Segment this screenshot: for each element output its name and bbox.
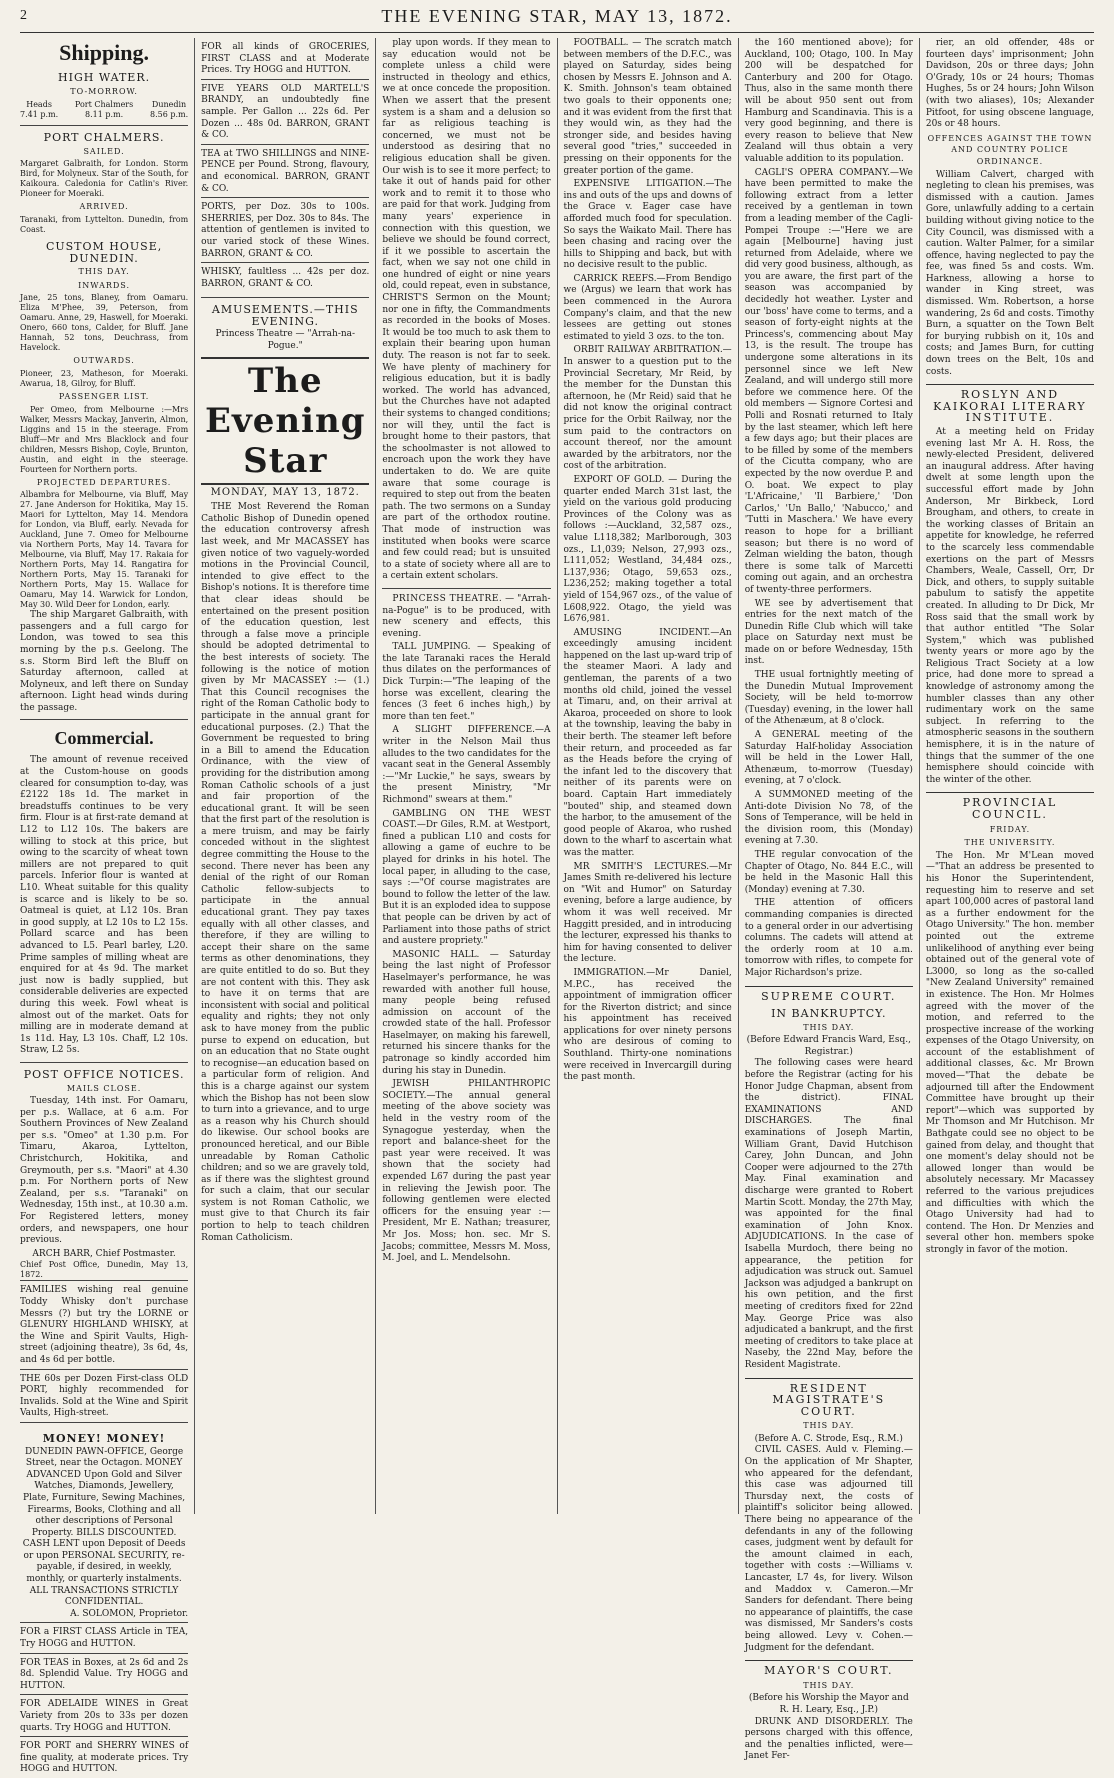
item-masonic-hall: MASONIC HALL. — Saturday being the last night of Professor Haselmayer's performance, he was rewarded with another full house, many people being refused admission on account of the crowded state of the hall. Professor Haselmayer, on making his farewell, returned his sincere thanks for the patronage so kindly accorded him during his stay in Dunedin. bbox=[382, 949, 551, 1076]
roslyn-text: At a meeting held on Friday evening last Mr A. H. Ross, the newly-elected President, delivered an inaugural address. After having dwelt at some length upon the successful effort made by John Anderson, Mr Birkbeck, Lord Brougham, and others, to create in the working classes of Britain an appetite for knowledge, he referred to the scarcely less commendable exertions on the part of Messrs Chambers, Weale, Cassell, Orr, Dr Dick, and others, to supply suitable pabulum to satisfy the appetite created. In alluding to Dr Dick, Mr Ross said that the small work by that author entitled "The Solar System," which was published twenty years or more ago by the Religious Tract Society at a low price, had done more to spread a knowledge of astronomy among the humbler classes than any other rudimentary work on the same subject. In referring to the atmospheric seasons in the southern hemisphere, it is in the nature of things that the summer of the one hemisphere should coincide with the winter of the other. bbox=[925, 427, 1095, 785]
ad-brandy: FIVE YEARS OLD MARTELL'S BRANDY, an undoubtedly fine sample. Per Gallon ... 22s 6d. Per Dozen ... 48s 0d. BARRON, GRANT & CO. bbox=[201, 79, 369, 144]
tide-heads: Heads 7.41 p.m. bbox=[20, 100, 59, 120]
column-3 bbox=[375, 38, 556, 1514]
item-orbit-railway: ORBIT RAILWAY ARBITRATION.—In answer to a question put to the Provincial Secretary, Mr Reid, by the member for the Dunstan this afternoon, he (Mr Reid) said that he did not know the original contract price for the Orbit Railway, nor the sum paid to the contractors on account thereof, nor the amount awarded by the arbitrators, nor the cost of the arbitration. bbox=[563, 345, 732, 472]
police-heading: OFFENCES AGAINST THE TOWN AND COUNTRY POLICE ORDINANCE. bbox=[927, 133, 1093, 166]
arrived-heading: ARRIVED. bbox=[79, 202, 129, 212]
mayors-court-sub: THIS DAY. bbox=[803, 1680, 855, 1690]
item-jewish-society: JEWISH PHILANTHROPIC SOCIETY.—The annual general meeting of the above society was held in the vestry room of the Synagogue yesterday, when the report and balance-sheet for the past year were received. It was shown that the society had expended L67 during the past year in relieving the Jewish poor. The following gentlemen were elected officers for the ensuing year :— President, Mr E. Nathan; treasurer, Mr Jos. Moss; hon. sec. Mr S. Jacobs; committee, Messrs M. Moss, M. Joel, and L. Mendelsohn. bbox=[382, 1079, 551, 1264]
ad-money bbox=[20, 1422, 188, 1623]
police-text: William Calvert, charged with negleting to clean his premises, was dismissed with a caution. James Gore, unlawfully adding to a certain building without giving notice to the City Council, was dismissed with a caution. Walter Palmer, for a similar offence, having neglected to pay the fee, was fined 5s and costs. Wm. Harkness, allowing a horse to wander in King street, was dismissed. Wm. Robertson, a horse wandering, 2s 6d and costs. Timothy Burn, a squatter on the Town Belt for burying rubbish on it, 10s and costs; and James Burn, for cutting down trees on the Belt, 10s and costs. bbox=[925, 169, 1095, 377]
money-text: DUNEDIN PAWN-OFFICE, George Street, near the Octagon. MONEY ADVANCED Upon Gold and Silver Watches, Diamonds, Jewellery, Plate, Furniture, Sewing Machines, Firearms, Books, Clothing and all other descriptions of Personal Property. BILLS DISCOUNTED. CASH LENT upon Deposit of Deeds or upon PERSONAL SECURITY, re-payable, if desired, in weekly, monthly, or quarterly instalments. ALL TRANSACTIONS STRICTLY CONFIDENTIAL. bbox=[22, 1446, 186, 1608]
ad-hogg-tea-boxes: FOR TEAS in Boxes, at 2s 6d and 2s 8d. Splendid Value. Try HOGG and HUTTON. bbox=[20, 1653, 188, 1695]
item-cagli-opera: CAGLI'S OPERA COMPANY.—We have been permitted to make the following extract from a letter received by a gentleman in town from a leading member of the Cagli-Pompei Troupe :—"Here we are again [Melbourne] having just returned from Adelaide, where we did very good business, although, as you are aware, the first part of the season was accompanied by decidedly hot weather. Lyster and our 'boss' have come to terms, and a season of forty-eight nights at the Princess's, commencing about May 13, is the result. The troupe has undergone some alterations in its personnel since we left New Zealand, and will undergo still more before we commence here. Of the old members — Signore Cortesi and Polli and Rosnati returned to Italy by the last steamer, which left here a few days ago; but their places are to be filled by some of the members of the Cicutta company, who are expected by the now overdue P. and O. boat. We expect to play 'L'Africaine,' 'Il Barbiere,' 'Don Carlos,' 'Un Ballo,' 'Nabucco,' and 'Tutti in Maschera.' We have every reason to hope for a brilliant season; but there is no word of Zelman wielding the baton, though there is some talk of Marcetti coming out again, and an orchestra of twenty-three performers. bbox=[744, 167, 913, 595]
item-rifle-club: WE see by advertisement that entries for the next match of the Dunedin Rifle Club which will take place on Saturday next must be made on or before Wednesday, 15th inst. bbox=[744, 598, 913, 667]
rm-court-heading: RESIDENT MAGISTRATE'S COURT. bbox=[745, 1378, 913, 1418]
item-princess-theatre: PRINCESS THEATRE. — "Arrah-na-Pogue" is to be produced, with new scenery and effects, this evening. bbox=[382, 593, 551, 639]
money-sign: A. SOLOMON, Proprietor. bbox=[70, 1608, 189, 1619]
mayors-court-judge: (Before his Worship the Mayor and R. H. Leary, Esq., J.P.) bbox=[748, 1693, 909, 1715]
arrived-list: Taranaki, from Lyttelton. Dunedin, from Coast. bbox=[20, 214, 189, 234]
ad-tea-shillings: TEA at TWO SHILLINGS and NINE-PENCE per Pound. Strong, flavoury, and economical. BARRON, GRANT & CO. bbox=[201, 144, 369, 197]
tide-table bbox=[20, 100, 188, 120]
page-number: 2 bbox=[20, 8, 27, 23]
item-chapter: THE regular convocation of the Chapter of Otago, No. 844 E.C., will be held in the Masonic Hall this (Monday) evening at 7.30. bbox=[744, 849, 913, 895]
port-chalmers-heading: PORT CHALMERS. bbox=[43, 131, 165, 145]
rm-court-sub: THIS DAY. bbox=[803, 1421, 855, 1431]
item-export-gold: EXPORT OF GOLD. — During the quarter ended March 31st last, the yield on the various gold producing Provinces of the Colony was as follows :—Auckland, 32,587 ozs., value L118,382; Marlborough, 303 ozs., L1,039; Nelson, 27,993 ozs., L111,052; Westland, 34,484 ozs., L137,936; Otago, 59,653 ozs., L236,252; making together a total yield of 154,967 ozs., of the value of L608,922. Otago, the yield was L676,981. bbox=[563, 474, 732, 625]
ad-old-port: THE 60s per Dozen First-class OLD PORT, highly recommended for Invalids. Sold at the Wine and Spirit Vaults, High-street. bbox=[20, 1369, 188, 1422]
passenger-list: Per Omeo, from Melbourne :—Mrs Walker, Messrs Mackay, Janverin, Almon, Liggins and 15 in the steerage. From Bluff—Mr and Mrs Blacklock and four children, Messrs Bishop, Coyle, Brunton, Austin, and eight in the steerage. Fourteen for Northern ports. bbox=[20, 404, 189, 474]
ad-whisky: WHISKY, faultless ... 42s per doz. BARRON, GRANT & CO. bbox=[201, 262, 369, 292]
council-text: The Hon. Mr M'Lean moved—"That an address be presented to his Honor the Superintendent, requesting him to reserve and set apart 100,000 acres of pastoral land as a further endowment for the Otago University." The hon. member pointed out the extreme unlikelihood of anything ever being obtained out of the general vote of L3000, so long as the so-called "New Zealand University" remained in existence. The Hon. Mr Holmes agreed with the mover of the motion, and referred to the prospective increase of the working expenses of the Otago University, on account of the establishment of additional classes, &c. Mr Brown moved—"That the debate be adjourned till after the Endowment Committee have brought up their report"—which was supported by Mr Thomson and Mr Hutchison. Mr Bathgate could see no object to be gained from delay, and thought that one moment's delay should not be allowed longer than would be absolutely necessary. Mr Macassey referred to the various prejudices and difficulties with which the Otago University had had to contend. The Hon. Dr Menzies and several other hon. members spoke strongly in favor of the motion. bbox=[925, 850, 1095, 1255]
ship-note: The ship Margaret Galbraith, with passengers and a full cargo for London, was towed to sea this morning by the p.s. Geelong. The s.s. Storm Bird left the Bluff on Saturday afternoon, called at Molyneux, and left there on Sunday afternoon. Light head winds during the passage. bbox=[20, 610, 189, 713]
customs-sub: THIS DAY. bbox=[78, 267, 130, 277]
masthead bbox=[20, 6, 1094, 33]
bankruptcy-heading: IN BANKRUPTCY. bbox=[771, 1007, 887, 1021]
amusements-text: Princess Theatre — "Arrah-na-Pogue." bbox=[215, 329, 356, 352]
commercial-heading: Commercial. bbox=[54, 728, 154, 749]
column-1 bbox=[14, 38, 194, 1775]
item-litigation: EXPENSIVE LITIGATION.—The ins and outs of the ups and downs of the Grace v. Eager case have afforded much food for speculation. So says the Waikato Mail. There has been chasing and racing over the hills to Shipping and back, but with no decisive result to the public. bbox=[563, 179, 732, 271]
drunk-continued: rier, an old offender, 48s or fourteen days' imprisonment; John Davidson, 20s or three days; John O'Grady, 10s or 24 hours; Thomas Hughes, 5s or 24 hours; John Wilson (with two aliases), 10s; Alexander Pitfoot, for using obscene language, 20s or 48 hours. bbox=[925, 38, 1095, 130]
inwards-heading: INWARDS. bbox=[78, 280, 131, 290]
amusements-heading: AMUSEMENTS.—THIS EVENING. bbox=[211, 303, 359, 328]
university-heading: THE UNIVERSITY. bbox=[964, 838, 1056, 848]
shipping-heading: Shipping. bbox=[59, 40, 150, 65]
columns bbox=[14, 38, 1100, 1775]
item-mutual-improvement: THE usual fortnightly meeting of the Dunedin Mutual Improvement Society, will be held to-morrow (Tuesday) evening, in the lower hall of the Athenæum, at 8 o'clock. bbox=[744, 670, 913, 727]
rm-court-judge: (Before A. C. Strode, Esq., R.M.) bbox=[754, 1433, 903, 1444]
dateline: MONDAY, MAY 13, 1872. bbox=[210, 486, 360, 498]
item-half-holiday: A GENERAL meeting of the Saturday Half-holiday Association will be held in the Lower Hall, Athenæum, to-morrow (Tuesday) evening, at 7 o'clock. bbox=[744, 730, 913, 787]
item-amusing-incident: AMUSING INCIDENT.—An exceedingly amusing incident happened on the last up-ward trip of the steamer Maori. A lady and gentleman, the parents of a two months old child, joined the vessel at Timaru, and, on their arrival at Akaroa, proceeded on shore to look at the township, leaving the baby in their berth. The steamer left before their return, and proceeded as far as the Heads before the crying of the infant led to the discovery that neither of its parents were on board. Captain Hart immediately "bouted" ship, and steamed down the harbor, to the amusement of the good people of Akaroa, who rushed down to the wharf to ascertain what was the matter. bbox=[563, 627, 732, 858]
ad-ports-sherries: PORTS, per Doz. 30s to 100s. SHERRIES, per Doz. 30s to 84s. The attention of gentlemen is invited to our varied stock of these Wines. BARRON, GRANT & CO. bbox=[201, 197, 369, 262]
post-office-date: Chief Post Office, Dunedin, May 13, 1872. bbox=[20, 1260, 189, 1280]
projected-heading: PROJECTED DEPARTURES. bbox=[36, 477, 172, 487]
column-6 bbox=[919, 38, 1100, 1514]
passenger-heading: PASSENGER LIST. bbox=[58, 391, 150, 401]
roslyn-heading: ROSLYN AND KAIKORAI LITERARY INSTITUTE. bbox=[926, 384, 1094, 424]
column-5 bbox=[738, 38, 919, 1762]
ad-hogg-adelaide: FOR ADELAIDE WINES in Great Variety from 20s to 33s per dozen quarts. Try HOGG and HUTTON. bbox=[20, 1694, 188, 1736]
council-heading: PROVINCIAL COUNCIL. bbox=[926, 792, 1094, 820]
ad-hogg-tea: FOR a FIRST CLASS Article in TEA, Try HOGG and HUTTON. bbox=[20, 1622, 188, 1652]
item-tall-jumping: TALL JUMPING. — Speaking of the late Taranaki races the Herald thus dilates on the performances of Dick Turpin:—"The leaping of the horse was excellent, clearing the fences (3 feet 6 inches high,) by more than ten feet." bbox=[382, 642, 551, 722]
mayors-court-heading: MAYOR'S COURT. bbox=[745, 1660, 913, 1677]
item-volunteers: THE attention of officers commanding companies is directed to a general order in our advertising columns. The cadets will attend at the orderly room at 10 a.m. tomorrow with rifles, to compete for Major Richardson's prize. bbox=[744, 898, 913, 978]
tide-dunedin: Dunedin 8.56 p.m. bbox=[150, 100, 189, 120]
bankruptcy-text: The following cases were heard before the Registrar (acting for his Honor Judge Chapman, absent from the district). FINAL EXAMINATIONS AND DISCHARGES. The final examinations of Joseph Martin, William Grant, David Hutchison Carey, John Duncan, and John Cooper were adjourned to the 27th May. Final examination and discharge were granted to Robert Martin Scott. Monday, the 27th May, was appointed for the final examination of John Knox. ADJUDICATIONS. In the case of Isabella Murdoch, there being no appearance, the petition for adjudication was struck out. Samuel Jackson was adjudged a bankrupt on his own petition, and the first meeting of creditors fixed for 22nd May. George Price was also adjudicated a bankrupt, and the first meeting of creditors to take place at Naseby, the 22nd May, before the Resident Magistrate. bbox=[744, 1058, 913, 1370]
column-2 bbox=[194, 38, 375, 1514]
item-gambling: GAMBLING ON THE WEST COAST.—Dr Giles, R.M. at Westport, fined a publican L10 and costs for allowing a game of euchre to be played for drinks in his hotel. The local paper, in alluding to the case, says :—"Of course magistrates are bound to follow the letter of the law. But it is an exploded idea to suppose that people can be driven by act of Parliament into those paths of strict and austere propriety." bbox=[382, 808, 551, 947]
post-office-sub: MAILS CLOSE. bbox=[66, 1083, 142, 1093]
post-office-text: Tuesday, 14th inst. For Oamaru, per p.s. Wallace, at 6 a.m. For Southern Provinces of New Zealand per s.s. "Omeo" at 1.30 p.m. For Timaru, Akaroa, Lyttelton, Christchurch, Hokitika, and Greymouth, per s.s. "Maori" at 4.30 p.m. For Northern ports of New Zealand, per s.s. "Taranaki" on Wednesday, 15th inst., at 10.30 a.m. For Registered letters, money orders, and newspapers, one hour previous. bbox=[20, 1096, 189, 1246]
supreme-court-heading: SUPREME COURT. bbox=[745, 986, 913, 1003]
item-football: FOOTBALL. — The scratch match between members of the D.F.C., was played on Saturday, sides being chosen by Messrs E. Johnson and A. K. Smith. Johnson's team obtained two goals to their opponents one; and it was evident from the first that they would win, as they had the stronger side, and besides having several good "tries," succeeded in pressing on their opponents for the greater portion of the game. bbox=[563, 38, 732, 176]
ad-hogg-port-sherry: FOR PORT and SHERRY WINES of fine quality, at moderate prices. Try HOGG and HUTTON. bbox=[20, 1736, 188, 1778]
item-carrick-reefs: CARRICK REEFS.—From Bendigo we (Argus) we learn that work has been commenced in the Aurora Company's claim, and that the new lessees are getting out stones estimated to yield 3 ozs. to the ton. bbox=[563, 273, 732, 342]
masthead-title: THE EVENING STAR, MAY 13, 1872. bbox=[381, 6, 733, 26]
rm-court-text: CIVIL CASES. Auld v. Fleming.—On the application of Mr Shapter, who appeared for the defendant, this case was adjourned till Thursday next, the costs of plaintiff's solicitor being allowed. There being no appearance of the defendants in any of the following cases, judgment went by default for the amount claimed in each, together with costs :—Williams v. Lancaster, L7 4s, for livery. Wilson and Maddox v. Cameron.—Mr Sanders for defendant. There being no appearance of plaintiffs, the case was dismissed, Mr Sanders's costs being allowed. Levy v. Cohen.—Judgment for the defendant. bbox=[744, 1445, 913, 1653]
column-4 bbox=[557, 38, 738, 1514]
leader-continued: play upon words. If they mean to say education would not be complete unless a child were instructed in theology and ethics, we at once concede the proposition. When we assert that the present system is a sham and a delusion so far as religious teaching is concerned, we must not be understood as desiring that no religious education shall be given. Our wish is to see it more perfect; to take it out of hands paid for other work and to remit it to those who are paid for that work. Judging from many years' experience in connection with this question, we believe we should be found correct, if it we possible to ascertain the fact, when we say not one child in one hundred of eight or nine years old, could repeat, even in substance, CHRIST'S Sermon on the Mount; nor one in fifty, the Commandments as recorded in the books of Moses. It would be too much to ask them to explain their bearing upon human duty. The reason is not far to seek. We have plenty of machinery for religious education, but it is badly worked. The world has advanced, but the Churches have not adapted their systems to changed conditions; nor will they, until the fact is brought home to their pastors, that the schoolmaster is not allowed to encroach upon the work they have undertaken to do. We are quite aware that some courage is required to step out from the beaten path. The two sermons on a Sunday are part of the orthodox routine. That mode of instruction was instituted when books were scarce and few could read; but is unsuited to a state of society where all are to a certain extent scholars. bbox=[382, 38, 551, 582]
high-water-heading: HIGH WATER. bbox=[58, 71, 151, 84]
item-slight-difference: A SLIGHT DIFFERENCE.—A writer in the Nelson Mail thus alludes to the two candidates for the vacant seat in the General Assembly :—"Mr Luckie," he says, swears by the present Ministry, "Mr Richmond" swears at them." bbox=[382, 725, 551, 805]
money-heading: MONEY! MONEY! bbox=[42, 1431, 166, 1445]
outwards-heading: OUTWARDS. bbox=[73, 356, 135, 366]
sailed-heading: SAILED. bbox=[83, 146, 125, 156]
bankruptcy-judge: (Before Edward Francis Ward, Esq., Registrar.) bbox=[746, 1035, 911, 1057]
inwards-list: Jane, 25 tons, Blaney, from Oamaru. Eliza M'Phee, 39, Peterson, from Oamaru. Anne, 29, Haswell, for Moeraki. Onero, 660 tons, Calder, for Bluff. Jane Hannah, 52 tons, Deuchrass, from Havelock. bbox=[20, 293, 189, 353]
sailed-list: Margaret Galbraith, for London. Storm Bird, for Molyneux. Star of the South, for Kaikoura. Caledonia for Catlin's River. Pioneer for Moeraki. bbox=[20, 159, 189, 199]
projected-list: Albambra for Melbourne, via Bluff, May 27. Jane Anderson for Hokitika, May 15. Maori for Lyttelton, May 14. Mendora for London, via Bluff, early. Nevada for Auckland, June 7. Omeo for Melbourne via Northern Ports, May 14. Tavara for Melbourne, via Bluff, May 17. Rakaia for Northern Ports, May 14. Rangatira for Northern Ports, May 15. Taranaki for Northern Ports, May 15. Wallace for Oamaru, May 14. Warwick for London, May 30. Wild Deer for London, early. bbox=[20, 490, 189, 610]
customs-heading: CUSTOM HOUSE, DUNEDIN. bbox=[45, 239, 163, 265]
post-office-heading: POST OFFICE NOTICES. bbox=[23, 1067, 185, 1081]
bankruptcy-sub: THIS DAY. bbox=[803, 1022, 855, 1032]
post-office-sign: ARCH BARR, Chief Postmaster. bbox=[32, 1248, 176, 1259]
item-temperance: A SUMMONED meeting of the Anti-dote Division No 78, of the Sons of Temperance, will be held in the division room, this (Monday) evening at 7.30. bbox=[744, 790, 913, 847]
tide-port-chalmers: Port Chalmers 8.11 p.m. bbox=[74, 100, 134, 120]
high-water-sub: TO-MORROW. bbox=[70, 86, 138, 96]
immigration-continued: the 160 mentioned above); for Auckland, 100; Otago, 100. In May 200 will be despatched for Canterbury and 200 for Otago. Thus, also in the same month there will be about 950 sent out from Hamburg and Scandinavia. This is a very good beginning, and there is every reason to believe that New Zealand will thus obtain a very valuable addition to its population. bbox=[744, 38, 913, 164]
council-sub: FRIDAY. bbox=[989, 824, 1031, 834]
ad-groceries: FOR all kinds of GROCERIES, FIRST CLASS and at Moderate Prices. Try HOGG and HUTTON. bbox=[201, 42, 370, 76]
ad-families: FAMILIES wishing real genuine Toddy Whisky don't purchase Messrs (?) but try the LORNE or GLENURY HIGHLAND WHISKY, at the Wine and Spirit Vaults, High-street (adjoining theatre), 3s 6d, 4s, and 4s 6d per bottle. bbox=[20, 1280, 188, 1368]
item-smith-lectures: MR SMITH'S LECTURES.—Mr James Smith re-delivered his lecture on "Wit and Humor" on Saturday evening, before a large audience, by whom it was well received. Mr Haggitt presided, and in introducing the lecturer, expressed his thanks to him for having consented to deliver the lecture. bbox=[563, 861, 732, 965]
commercial-text: The amount of revenue received at the Custom-house on goods cleared for consumption to-day, was £2122 18s 1d. The market in breadstuffs continues to be very firm. Flour is at first-rate demand at L12 to L12 10s. The bakers are willing to stock at this price, but owing to the scarcity of wheat town millers are not prepared to quit parcels. Inferior flour is wanted at L10. Wheat suitable for this quality is scarce and is likely to be so. Oatmeal is quiet, at L12 10s. Bran in good supply, at L2 10s to L2 15s. Pollard scarce and has been advanced to L5. Pearl barley, L20. Prime samples of milling wheat are enquired for at 4s 9d. The market just now is badly supplied, but considerable deliveries are expected during this week. Fowl wheat is almost out of the market. Oats for milling are in moderate demand at 1s 11d. Hay, L3 10s. Chaff, L2 10s. Straw, L2 5s. bbox=[20, 755, 189, 1056]
item-immigration: IMMIGRATION.—Mr Daniel, M.P.C., has received the appointment of immigration officer for the Riverton district; and since his appointment has received applications for over ninety persons who are desirous of coming to Southland. Thirty-one nominations were received in Invercargill during the past month. bbox=[563, 967, 732, 1083]
leader-text: THE Most Reverend the Roman Catholic Bishop of Dunedin opened the education controversy afresh last week, and Mr MACASSEY has given notice of two vaguely-worded motions in the Provincial Council, intended to give effect to the Bishop's notions. It is therefore time that clear ideas should be entertained on the present position of the education question, lest through a false move a principle should be adopted detrimental to the best interests of society. The following is the notice of motion given by Mr MACASSEY :— (1.) That this Council recognises the right of the Roman Catholic body to participate in the annual grant for educational purposes. (2.) That the Government be requested to bring in a Bill to amend the Education Ordinance, with the view of providing for the distribution among Roman Catholic schools of a just and fair proportion of the educational grant. It will be seen that the first part of the resolution is a mere truism, and may be fairly conceded without in the slightest degree committing the House to the second. There never has been any denial of the right of our Roman Catholic fellow-subjects to participate in the annual educational grant. They pay taxes equally with all other classes, and therefore, if they are willing to accept their share on the same terms as other denominations, they are quite entitled to do so. But they are not content with this. They ask to have it on terms that are inconsistent with social and political equality and rights; they not only ask to have money from the public purse to expend on education, but on an education that no State ought to recognise—an education based on a particular form of religion. And this is a charge against our system which the Bishop has not been slow to turn into a grievance, and to urge as a reason why his Church should do likewise. Our school books are pronounced heretical, and our Bible unreadable by Roman Catholic children; and so we are gravely told, as if there was the slightest ground for such a claim, that our secular system is not Roman Catholic, we must give to that Church its fair portion to help to teach children Roman Catholicism. bbox=[201, 502, 370, 1243]
outwards-list: Pioneer, 23, Matheson, for Moeraki. Awarua, 18, Gilroy, for Bluff. bbox=[20, 368, 189, 388]
nameplate: The Evening Star bbox=[201, 357, 369, 485]
mayors-court-text: DRUNK AND DISORDERLY. The persons charged with this offence, and the penalties inflicted, were—Janet Fer- bbox=[744, 1716, 913, 1762]
